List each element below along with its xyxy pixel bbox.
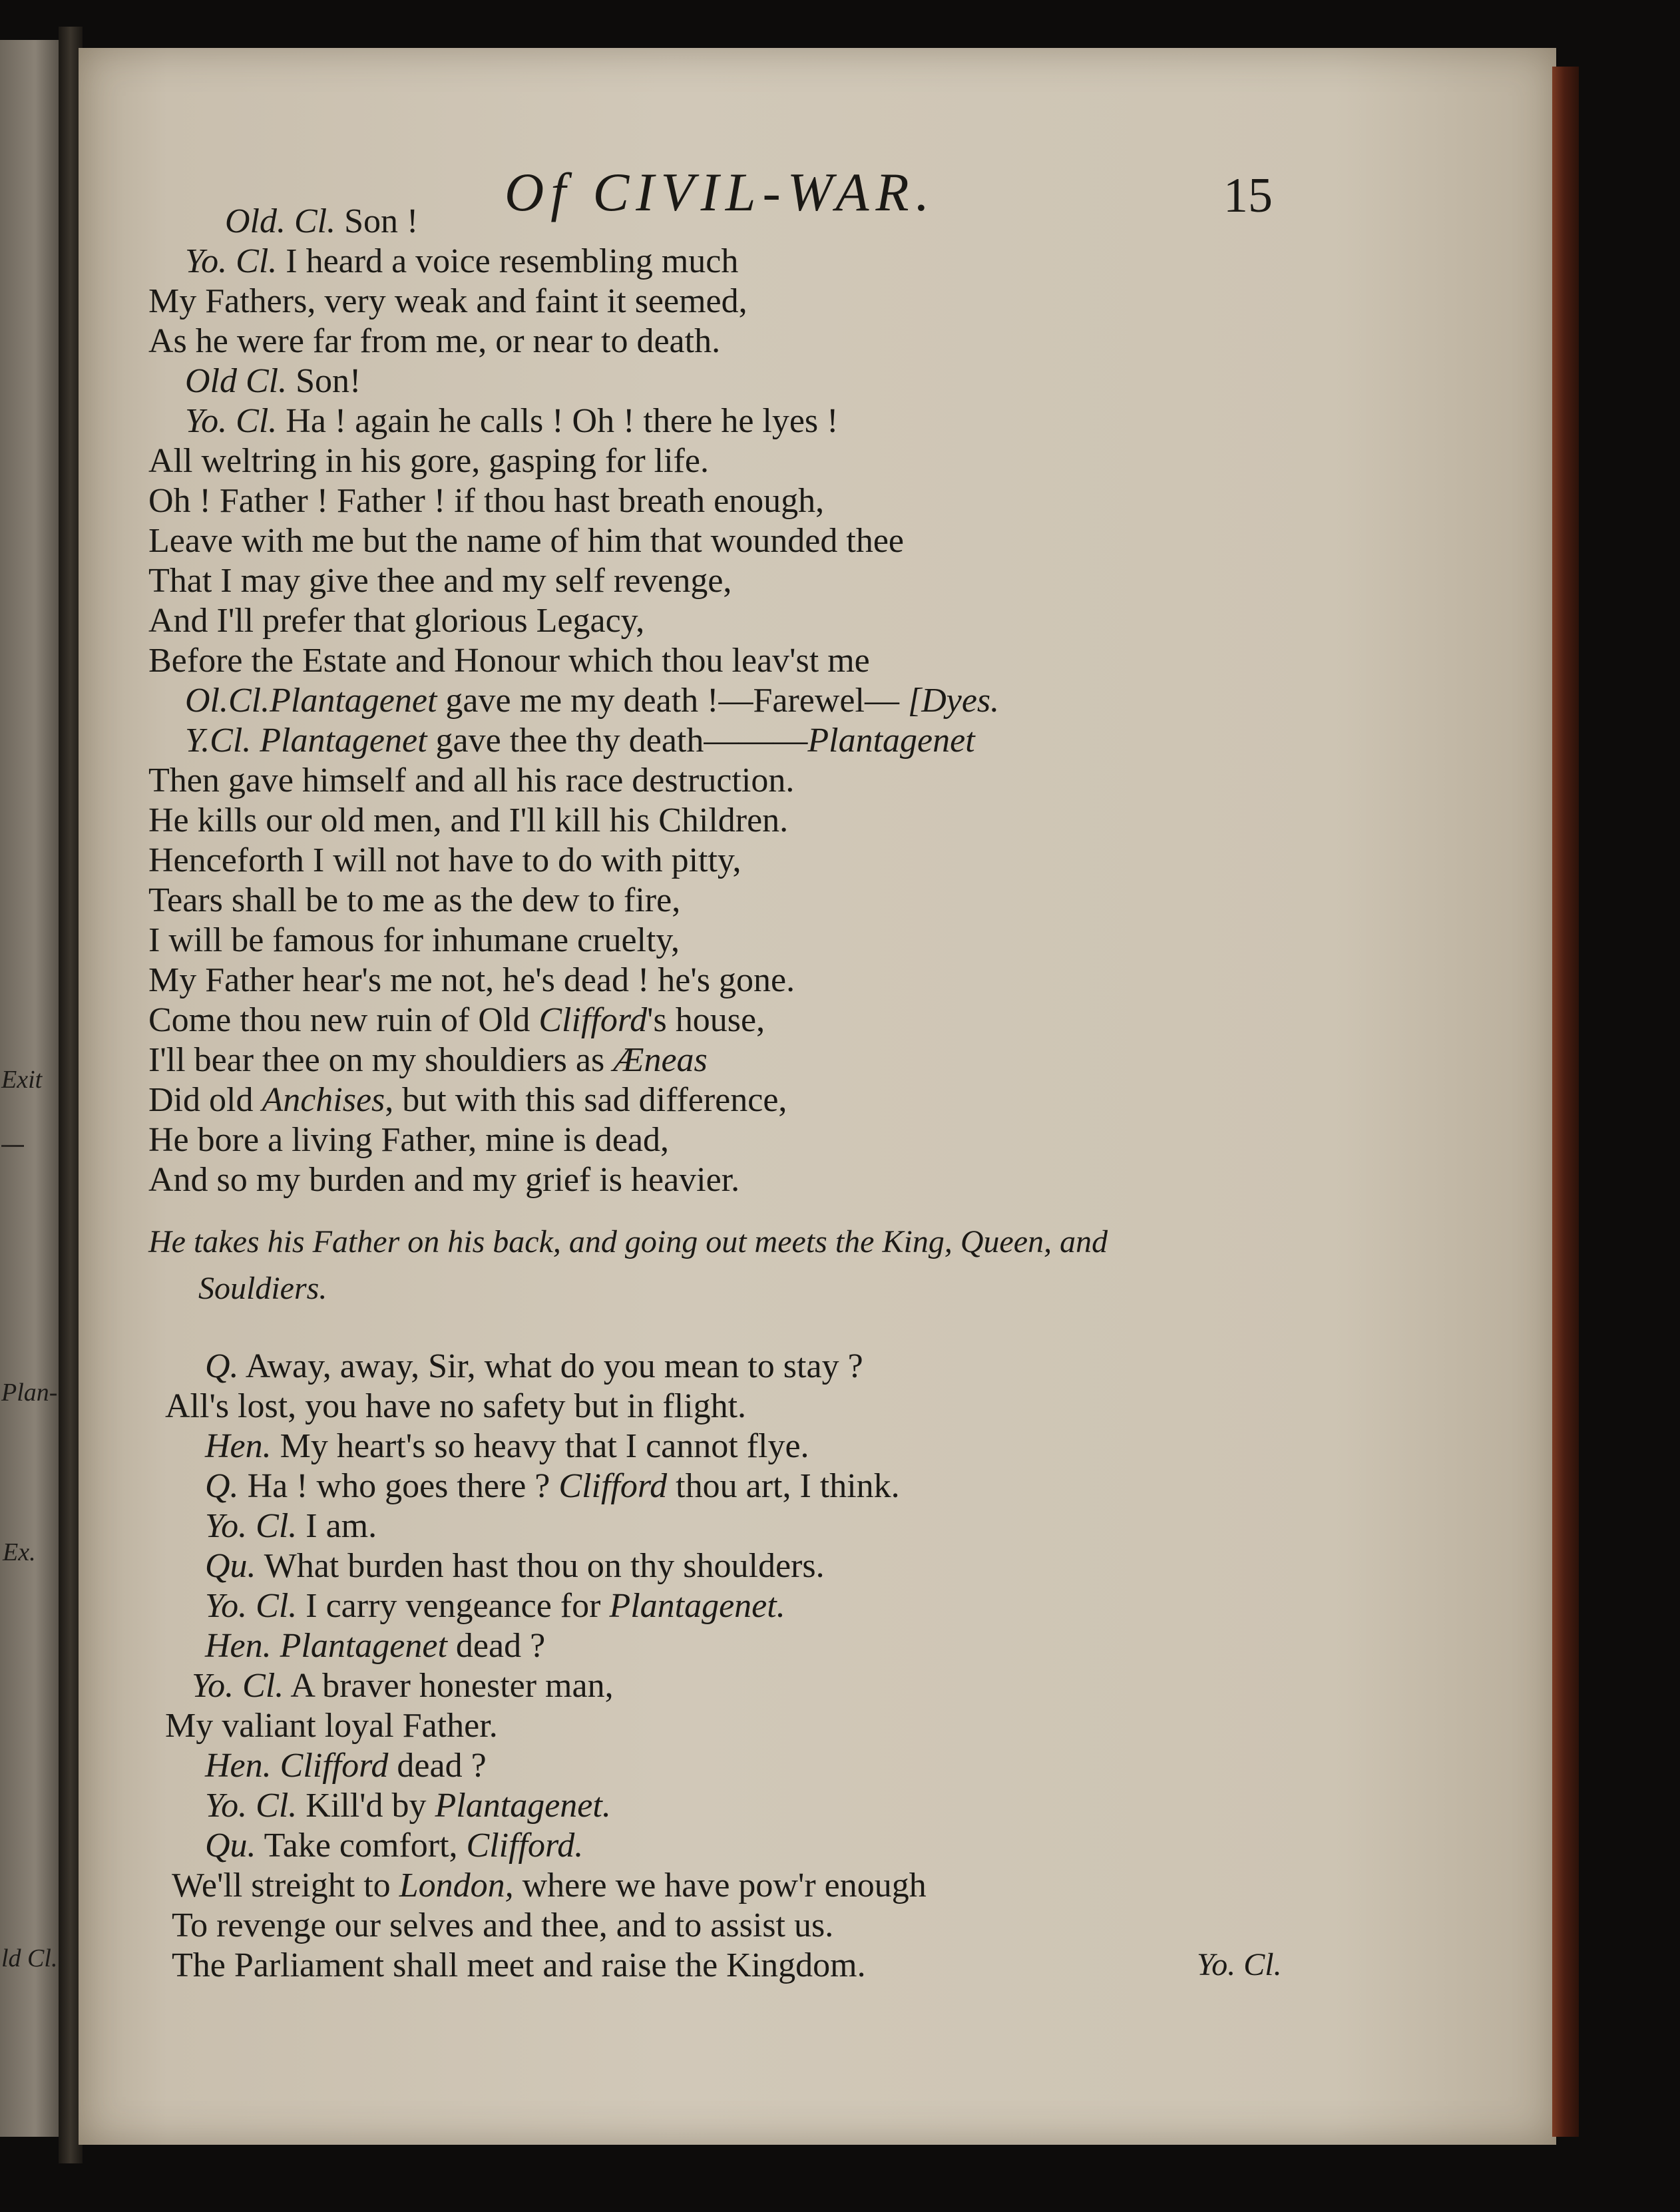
- margin-rule: [1, 1145, 24, 1147]
- speaker: Qu.: [205, 1827, 256, 1865]
- speaker: Hen.: [205, 1627, 272, 1665]
- stage-direction: He takes his Father on his back, and going out meets the King, Queen, and: [148, 1224, 1108, 1259]
- stage-direction: [Dyes.: [907, 682, 1000, 720]
- page-edge: [1552, 67, 1579, 2137]
- speaker: Yo. Cl.: [185, 402, 278, 440]
- verse-line: Before the Estate and Honour which thou leav'st me: [148, 642, 870, 680]
- dialogue-line: All's lost, you have no safety but in flight.: [165, 1387, 747, 1425]
- verse-line: Old. Cl. Son !: [225, 202, 419, 240]
- margin-note: ld Cl.: [1, 1944, 58, 1972]
- speaker: Q.: [205, 1347, 239, 1385]
- verse-line: My Fathers, very weak and faint it seemed,: [148, 282, 747, 320]
- verse-line: That I may give thee and my self revenge,: [148, 562, 732, 600]
- speaker: Old. Cl.: [225, 202, 336, 240]
- margin-note: Exit: [1, 1066, 43, 1094]
- verse-line: Old Cl. Son!: [185, 362, 361, 400]
- dialogue-line: Yo. Cl. I am.: [205, 1507, 377, 1545]
- dialogue-line: My valiant loyal Father.: [165, 1707, 498, 1745]
- speaker: Yo. Cl.: [205, 1787, 298, 1825]
- dialogue-line: Yo. Cl. I carry vengeance for Plantagenet.: [205, 1587, 785, 1625]
- speaker: Q.: [205, 1467, 239, 1505]
- verse-line: Yo. Cl. Ha ! again he calls ! Oh ! there he lyes !: [185, 402, 839, 440]
- verse-line: I will be famous for inhumane cruelty,: [148, 921, 680, 959]
- verse-line: Ol.Cl.Plantagenet gave me my death !—Farewel— [Dyes.: [185, 682, 1000, 720]
- verse-line: He bore a living Father, mine is dead,: [148, 1121, 670, 1159]
- dialogue-line: Hen. Plantagenet dead ?: [205, 1627, 546, 1665]
- dialogue-line: To revenge our selves and thee, and to assist us.: [172, 1906, 834, 1944]
- verse-line: Then gave himself and all his race destruction.: [148, 762, 795, 799]
- margin-note: Ex.: [3, 1538, 36, 1566]
- verse-line: And I'll prefer that glorious Legacy,: [148, 602, 645, 640]
- verse-line: Yo. Cl. I heard a voice resembling much: [185, 242, 739, 280]
- stage-direction: Souldiers.: [198, 1271, 327, 1306]
- verse-line: Did old Anchises, but with this sad difference,: [148, 1081, 787, 1119]
- verse-line: Y.Cl. Plantagenet gave thee thy death———Plantagenet: [185, 722, 975, 760]
- book-page: [79, 48, 1556, 2145]
- facing-page-edge: [0, 40, 59, 2137]
- speaker: Hen.: [205, 1747, 272, 1785]
- verse-line: My Father hear's me not, he's dead ! he's gone.: [148, 961, 795, 999]
- verse-line: Tears shall be to me as the dew to fire,: [148, 881, 681, 919]
- speaker: Ol.Cl.Plantagenet: [185, 682, 437, 720]
- verse-line: Come thou new ruin of Old Clifford's house,: [148, 1001, 765, 1039]
- page-number: 15: [1223, 168, 1273, 223]
- dialogue-line: Qu. What burden hast thou on thy shoulders.: [205, 1547, 825, 1585]
- speaker: Old Cl.: [185, 362, 288, 400]
- dialogue-line: Qu. Take comfort, Clifford.: [205, 1827, 584, 1865]
- verse-line: As he were far from me, or near to death.: [148, 322, 721, 360]
- dialogue-line: Hen. My heart's so heavy that I cannot flye.: [205, 1427, 809, 1465]
- dialogue-line: Hen. Clifford dead ?: [205, 1747, 487, 1785]
- running-head: Of CIVIL-WAR.: [505, 162, 937, 222]
- speaker: Yo. Cl.: [205, 1507, 298, 1545]
- verse-line: All weltring in his gore, gasping for life.: [148, 442, 709, 480]
- dialogue-line: The Parliament shall meet and raise the Kingdom.: [172, 1946, 866, 1984]
- dialogue-line: Yo. Cl. A braver honester man,: [192, 1667, 614, 1705]
- speaker: Qu.: [205, 1547, 256, 1585]
- dialogue-line: Q. Ha ! who goes there ? Clifford thou art, I think.: [205, 1467, 900, 1505]
- verse-line: Leave with me but the name of him that wounded thee: [148, 522, 904, 560]
- catchword: Yo. Cl.: [1197, 1947, 1282, 1982]
- speaker: Y.Cl. Plantagenet: [185, 722, 427, 760]
- dialogue-line: Yo. Cl. Kill'd by Plantagenet.: [205, 1787, 611, 1825]
- speaker: Hen.: [205, 1427, 272, 1465]
- dialogue-line: Q. Away, away, Sir, what do you mean to stay ?: [205, 1347, 863, 1385]
- verse-line: Henceforth I will not have to do with pitty,: [148, 841, 741, 879]
- speaker: Yo. Cl.: [192, 1667, 284, 1705]
- verse-line: He kills our old men, and I'll kill his Children.: [148, 801, 789, 839]
- speaker: Yo. Cl.: [205, 1587, 298, 1625]
- dialogue-line: We'll streight to London, where we have pow'r enough: [172, 1867, 927, 1904]
- verse-line: I'll bear thee on my shouldiers as Æneas: [148, 1041, 708, 1079]
- verse-line: And so my burden and my grief is heavier.: [148, 1161, 740, 1199]
- speaker: Yo. Cl.: [185, 242, 278, 280]
- margin-note: Plan-: [1, 1379, 58, 1407]
- verse-line: Oh ! Father ! Father ! if thou hast breath enough,: [148, 482, 825, 520]
